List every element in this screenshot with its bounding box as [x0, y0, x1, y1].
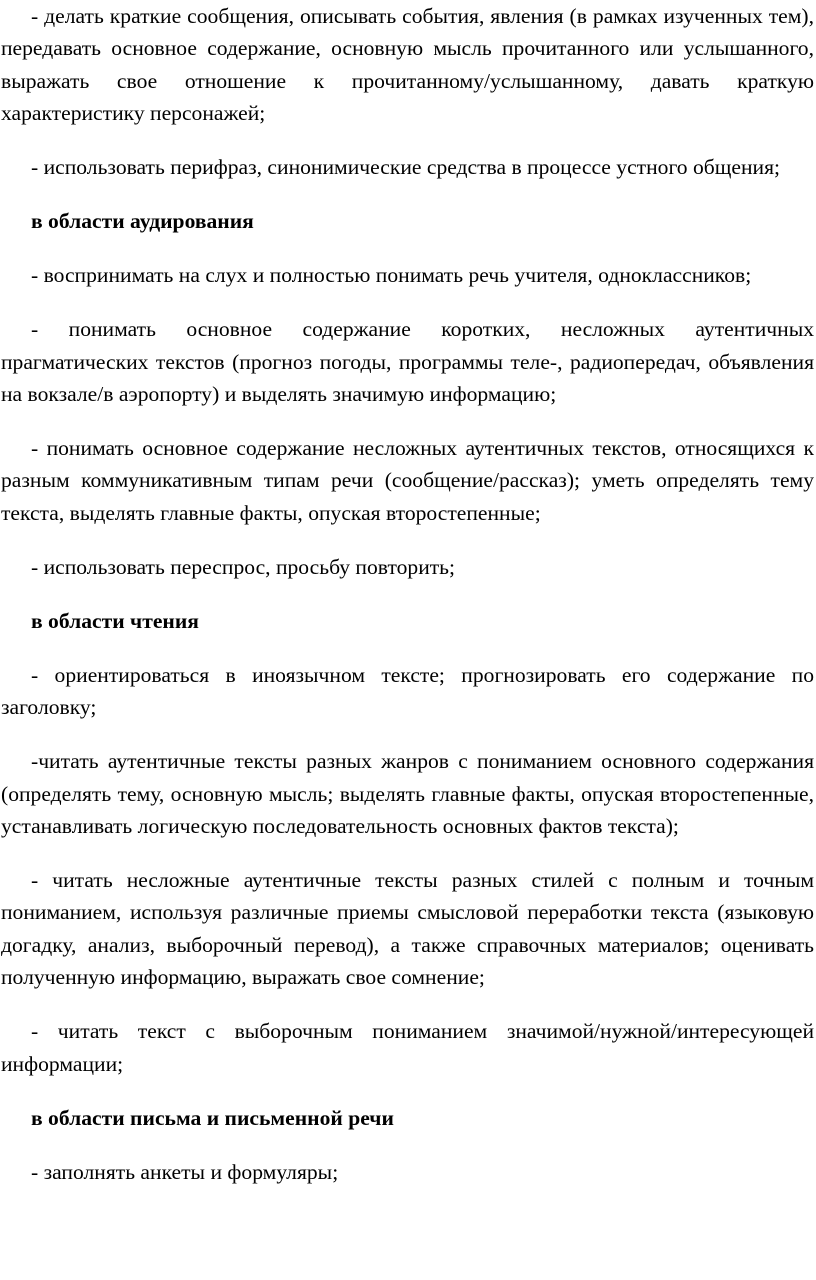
paragraph-reading-full-understanding: - читать несложные аутентичные тексты разных стилей с полным и точным пониманием, используя различные приемы смысловой переработки текста (языковую догадку, анализ, выборочный перевод), а также справочных материалов; оценивать полученную информацию, выражать свое сомнение;	[1, 868, 814, 990]
heading-listening: в области аудирования	[31, 209, 254, 234]
paragraph-listening-teacher: - воспринимать на слух и полностью понимать речь учителя, одноклассников;	[31, 263, 752, 288]
paragraph-reading-orientation: - ориентироваться в иноязычном тексте; прогнозировать его содержание по заголовку;	[1, 662, 814, 720]
paragraph-writing-forms: - заполнять анкеты и формуляры;	[31, 1159, 339, 1184]
paragraph-listening-authentic-texts: - понимать основное содержание несложных аутентичных текстов, относящихся к разным коммуникативным типам речи (сообщение/рассказ); уметь определять тему текста, выделять главные факты, опуская второстепенные;	[1, 436, 814, 525]
paragraph-speaking-messages: - делать краткие сообщения, описывать события, явления (в рамках изученных тем), передавать основное содержание, основную мысль прочитанного или услышанного, выражать свое отношение к прочитанному/услышанному, давать краткую характеристику персонажей;	[1, 4, 814, 126]
paragraph-listening-reask: - использовать переспрос, просьбу повторить;	[31, 554, 456, 579]
paragraph-listening-pragmatic-texts: - понимать основное содержание коротких, несложных аутентичных прагматических текстов (прогноз погоды, программы теле-, радиопередач, объявления на вокзале/в аэропорту) и выделять значимую информацию;	[1, 317, 814, 407]
paragraph-paraphrase: - использовать перифраз, синонимические средства в процессе устного общения;	[31, 155, 781, 180]
heading-writing: в области письма и письменной речи	[31, 1105, 394, 1130]
heading-reading: в области чтения	[31, 608, 199, 633]
paragraph-reading-genres: -читать аутентичные тексты разных жанров с пониманием основного содержания (определять тему, основную мысль; выделять главные факты, опуская второстепенные, устанавливать логическую последовательность основных фактов текста);	[1, 749, 814, 839]
paragraph-reading-selective: - читать текст с выборочным пониманием значимой/нужной/интересующей информации;	[1, 1019, 814, 1076]
